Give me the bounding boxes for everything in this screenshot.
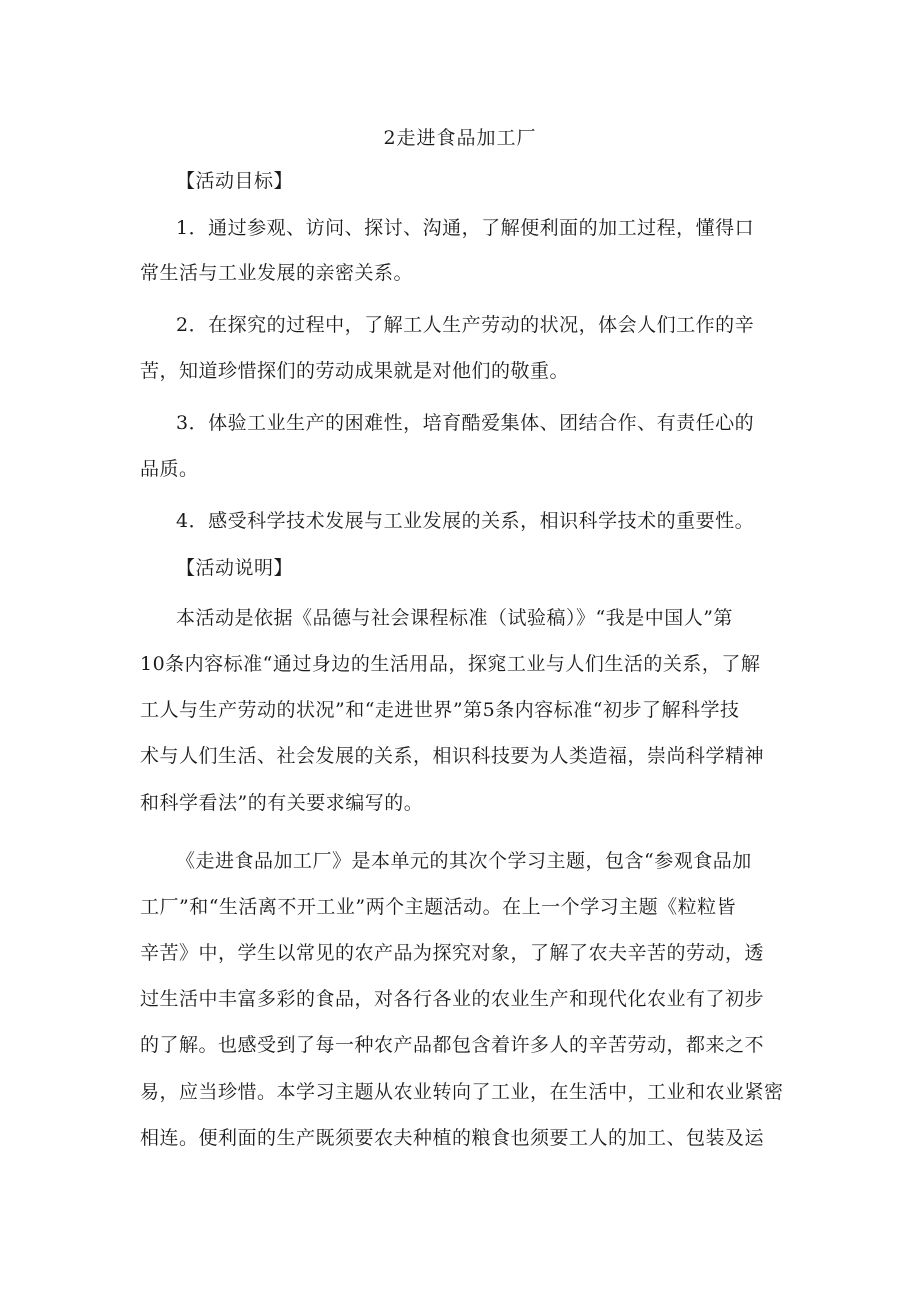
paragraph-line: 2．在探究的过程中，了解工人生产劳动的状况，体会人们工作的辛 — [176, 314, 755, 336]
paragraph-line: 1．通过参观、访问、探讨、沟通，了解便利面的加工过程，懂得口 — [176, 217, 755, 239]
section-heading-goals: 【活动目标】 — [176, 170, 294, 192]
paragraph-line: 常生活与工业发展的亲密关系。 — [140, 262, 414, 284]
paragraph-line: 术与人们生活、社会发展的关系，相识科技要为人类造福，崇尚科学精神 — [140, 745, 765, 767]
section-heading-description: 【活动说明】 — [176, 557, 294, 579]
paragraph-line: 本活动是依据《品德与社会课程标准（试验稿）》“我是中国人”第 — [176, 607, 733, 629]
paragraph-line: 苦，知道珍惜探们的劳动成果就是对他们的敬重。 — [140, 360, 570, 382]
paragraph-line: 工厂”和“生活离不开工业”两个主题活动。在上一个学习主题《粒粒皆 — [140, 896, 737, 918]
paragraph-line: 3．体验工业生产的困难性，培育酷爱集体、团结合作、有责任心的 — [176, 412, 755, 434]
paragraph-line: 4．感受科学技术发展与工业发展的关系，相识科学技术的重要性。 — [176, 510, 755, 532]
paragraph-line: 工人与生产劳动的状况”和“走进世界”第5条内容标准“初步了解科学技 — [140, 699, 740, 721]
paragraph-line: 和科学看法”的有关要求编写的。 — [140, 792, 424, 814]
paragraph-line: 品质。 — [140, 458, 199, 480]
paragraph-line: 易，应当珍惜。本学习主题从农业转向了工业，在生活中，工业和农业紧密 — [140, 1081, 784, 1103]
paragraph-line: 相连。便利面的生产既须要农夫种植的粮食也须要工人的加工、包装及运 — [140, 1127, 765, 1149]
paragraph-line: 的了解。也感受到了每一种农产品都包含着许多人的辛苦劳动，都来之不 — [140, 1034, 765, 1056]
paragraph-line: 过生活中丰富多彩的食品，对各行各业的农业生产和现代化农业有了初步 — [140, 988, 765, 1010]
paragraph-line: 《走进食品加工厂》是本单元的其次个学习主题，包含“参观食品加 — [176, 850, 752, 872]
document-title: 2走进食品加工厂 — [383, 127, 537, 149]
paragraph-line: 10条内容标准“通过身边的生活用品，探窕工业与人们生活的关系，了解 — [140, 653, 761, 675]
paragraph-line: 辛苦》中，学生以常见的农产品为探究对象，了解了农夫辛苦的劳动，透 — [140, 942, 765, 964]
